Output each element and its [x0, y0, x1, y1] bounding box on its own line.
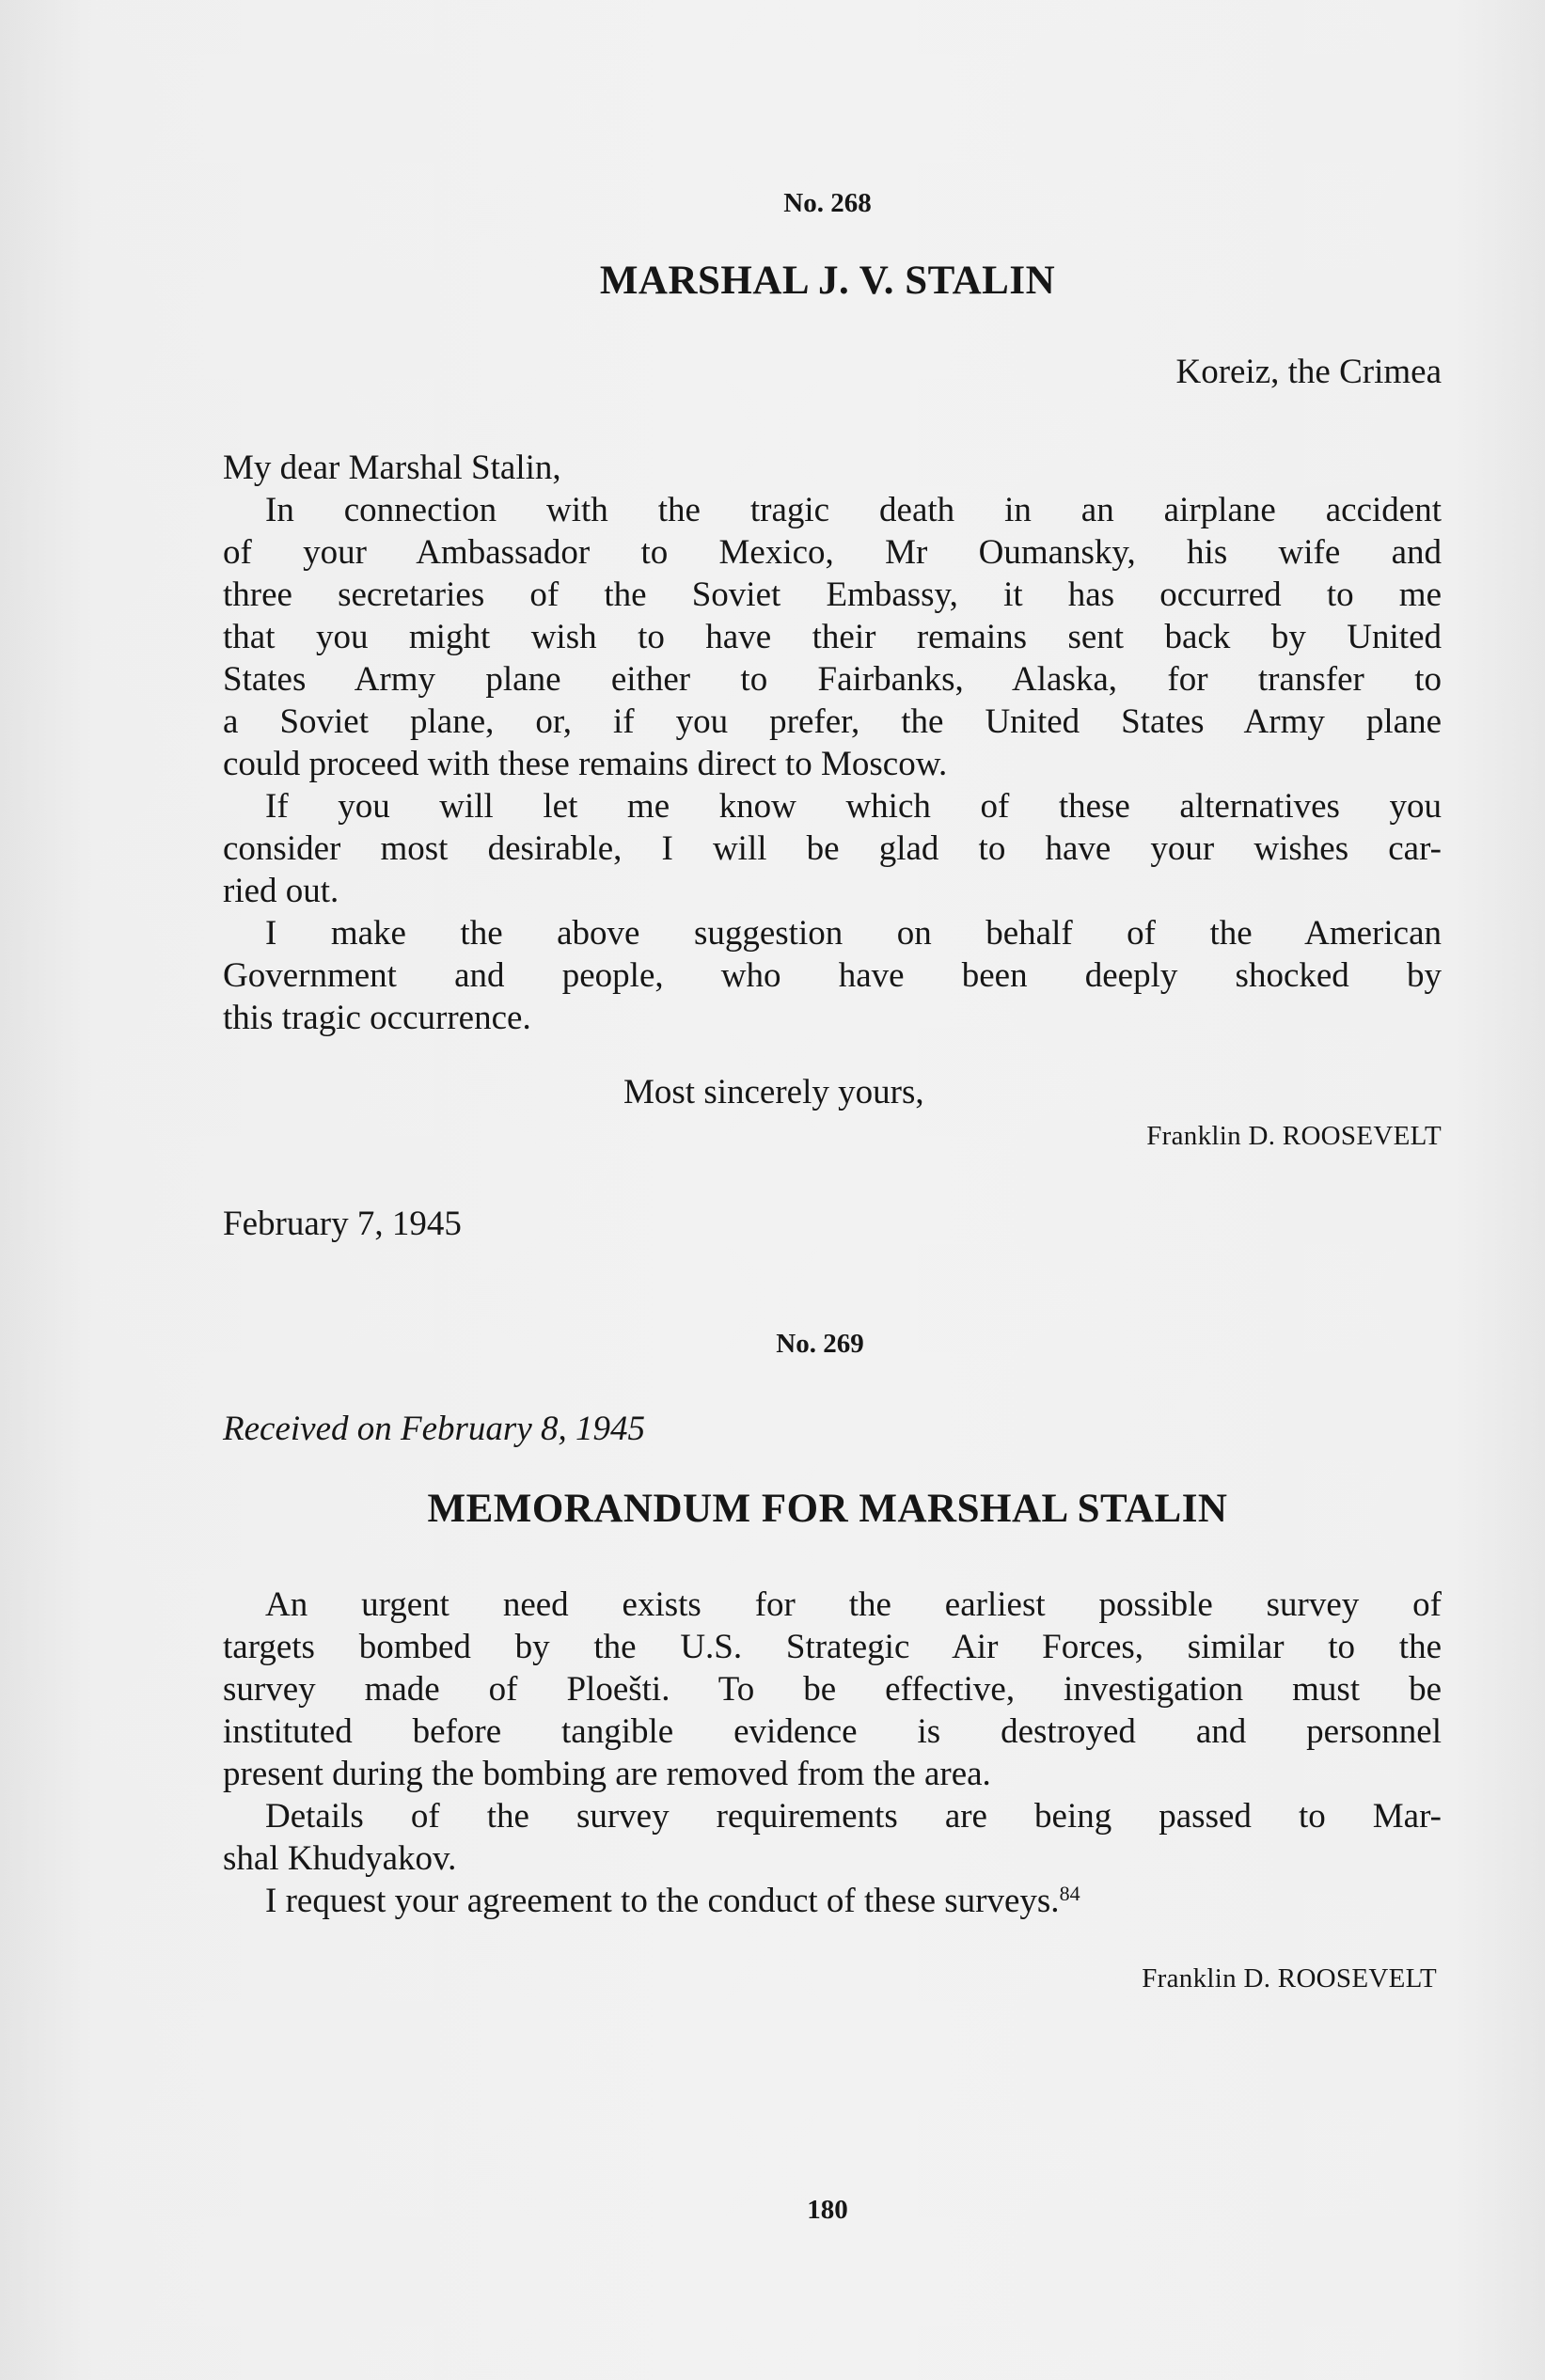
body-line: I make the above suggestion on behalf of the American	[265, 914, 1442, 953]
letter-body	[223, 447, 1442, 1039]
body-line: a Soviet plane, or, if you prefer, the United States Army plane	[223, 702, 1442, 741]
body-line: present during the bombing are removed from the area.	[223, 1755, 991, 1793]
body-line: this tragic occurrence.	[223, 999, 531, 1037]
body-line: of your Ambassador to Mexico, Mr Oumansky, his wife and	[223, 533, 1442, 572]
place-line: Koreiz, the Crimea	[1175, 353, 1442, 391]
received-date: Received on February 8, 1945	[223, 1410, 645, 1448]
body-line: that you might wish to have their remains sent back by United	[223, 618, 1442, 656]
body-line: If you will let me know which of these alternatives you	[265, 787, 1442, 826]
body-line: ried out.	[223, 872, 339, 910]
memorandum-title: MEMORANDUM FOR MARSHAL STALIN	[427, 1487, 1228, 1531]
salutation: My dear Marshal Stalin,	[223, 449, 561, 487]
footnote-reference: 84	[1059, 1882, 1080, 1905]
body-line: three secretaries of the Soviet Embassy, it has occurred to me	[223, 575, 1442, 614]
memorandum-body	[223, 1584, 1442, 1922]
body-line	[223, 1880, 1442, 1922]
letter-title: MARSHAL J. V. STALIN	[599, 259, 1056, 303]
body-line: An urgent need exists for the earliest possible survey of	[265, 1585, 1442, 1624]
body-line: Government and people, who have been deeply shocked by	[223, 956, 1442, 995]
body-line: instituted before tangible evidence is destroyed and personnel	[223, 1712, 1442, 1751]
signature: Franklin D. ROOSEVELT	[1142, 1963, 1437, 1994]
document-number: No. 269	[776, 1329, 864, 1359]
page-number: 180	[807, 2195, 848, 2225]
body-line-text: I request your agreement to the conduct of these surveys.	[265, 1882, 1060, 1920]
body-line: Details of the survey requirements are being passed to Mar-	[265, 1797, 1442, 1836]
body-line: could proceed with these remains direct to Moscow.	[223, 745, 948, 783]
letter-date: February 7, 1945	[223, 1205, 462, 1243]
body-line: In connection with the tragic death in an airplane accident	[265, 491, 1442, 529]
body-line: shal Khudyakov.	[223, 1839, 457, 1878]
signature: Franklin D. ROOSEVELT	[1146, 1121, 1442, 1151]
body-line: survey made of Ploešti. To be effective, investigation must be	[223, 1670, 1442, 1709]
body-line: States Army plane either to Fairbanks, Alaska, for transfer to	[223, 660, 1442, 699]
body-line: consider most desirable, I will be glad to have your wishes car-	[223, 829, 1442, 868]
body-line: targets bombed by the U.S. Strategic Air Forces, similar to the	[223, 1628, 1442, 1666]
document-number: No. 268	[783, 188, 872, 218]
closing: Most sincerely yours,	[623, 1073, 924, 1111]
